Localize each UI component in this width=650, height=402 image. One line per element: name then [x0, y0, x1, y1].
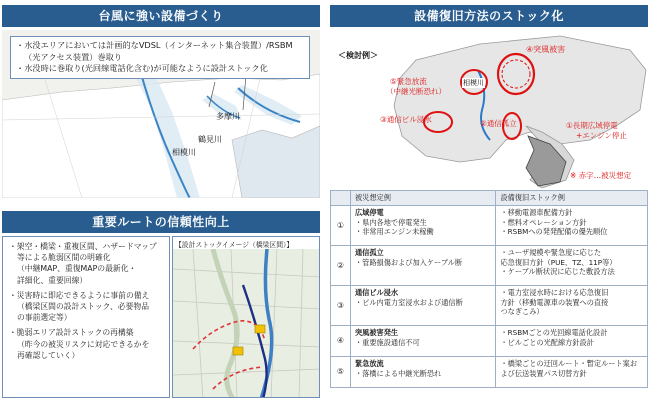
section-title-route: 重要ルートの信頼性向上: [2, 211, 320, 233]
stock-line: ・ケーブル断状況に応じた敷設方法: [500, 267, 615, 277]
case-line: ・ビル内電力室浸水および通信断: [354, 297, 463, 307]
stock-line: ・移動電源車配備方針: [500, 208, 573, 217]
stock-line: ・RSBMへの発発配備の優先順位: [500, 227, 608, 237]
case-title: 通信孤立: [354, 248, 384, 257]
typhoon-map: [2, 30, 320, 198]
case-cell: [350, 286, 495, 326]
table-header: 被災想定例: [350, 191, 495, 206]
river-label-tama: 多摩川: [216, 112, 240, 121]
case-title: 通信ビル浸水: [354, 288, 399, 297]
row-number: ③: [331, 286, 351, 326]
case-line: ・非常用エンジン未稼働: [354, 227, 434, 237]
stock-line: 方針（移動電源車の装置への直接: [500, 297, 609, 307]
table-row: [331, 206, 648, 246]
route-bullet: 等による脆弱区間の明確化: [17, 253, 111, 263]
route-bullet: （昨今の被災リスクに対応できるかを: [17, 339, 150, 349]
route-bullet: 再確認していく）: [17, 350, 80, 360]
stock-table: [330, 190, 648, 388]
route-bullet: 詳細化、重要回線）: [17, 275, 88, 285]
bridge-design-map: [173, 249, 320, 398]
stock-cell: [496, 326, 648, 357]
stock-line: ・電力室浸水時における応急復旧: [500, 288, 609, 297]
route-bullets: [2, 236, 170, 398]
river-label-sagami: 相模川: [172, 148, 196, 157]
route-bullet: ・架空・橋梁・重複区間、ハザードマップ: [9, 242, 157, 251]
map-label-gust: ④突風被害: [526, 45, 566, 54]
stock-cell: [496, 206, 648, 246]
stock-cell: [496, 286, 648, 326]
table-row: [331, 357, 648, 388]
route-bullet: ・脆弱エリア設計ストックの再構築: [9, 328, 134, 338]
stock-line: ・RSBMごとの光回線電話化設計: [500, 328, 608, 337]
section-title-stock: 設備復旧方法のストック化: [330, 5, 648, 27]
route-bullet: の事前選定等）: [17, 313, 72, 323]
case-title: 広域停電: [354, 208, 384, 217]
table-row: [331, 246, 648, 286]
case-cell: [350, 326, 495, 357]
table-row: [331, 326, 648, 357]
case-line: ・管路損傷および加入ケーブル断: [354, 257, 463, 267]
section-title-typhoon: 台風に強い設備づくり: [2, 5, 320, 27]
table-row: [331, 286, 648, 326]
stock-line: つなぎこみ）: [500, 307, 544, 317]
river-label-tsurumi: 鶴見川: [198, 135, 222, 144]
typhoon-bullet: ・水没時に巻取り(光回線電話化含む)が可能なように設計ストック化: [16, 63, 268, 73]
case-line: ・県内各地で停電発生: [354, 217, 427, 227]
row-number: ④: [331, 326, 351, 357]
case-cell: [350, 206, 495, 246]
typhoon-bullet: （光アクセス装置）巻取り: [24, 51, 123, 62]
case-line: ・落橋による中継光断恐れ: [354, 368, 442, 378]
row-number: ①: [331, 206, 351, 246]
case-line: ・重要施設通信不可: [354, 337, 420, 347]
stock-line: ・ビルごとの光配線方針設計: [500, 337, 594, 347]
route-bullet: （中継MAP、重復MAPの最新化・: [17, 264, 137, 274]
stock-line: ・ユーザ規模や緊急度に応じた: [500, 248, 602, 257]
map-note: ※ 赤字…被災想定: [570, 171, 632, 180]
case-title: 突風被害発生: [354, 328, 399, 337]
map-label-release-note: （中継光断恐れ）: [386, 87, 446, 96]
typhoon-bullet: ・水没エリアにおいては計画的なVDSL（インターネット集合装置）/RSBM: [16, 40, 293, 50]
stock-cell: [496, 246, 648, 286]
route-bullet: （橋梁区間の設計ストック、必要物品: [17, 302, 149, 312]
stock-line: ・燃料オペレーション方針: [500, 217, 587, 227]
case-cell: [350, 246, 495, 286]
stock-line: ・橋梁ごとの迂回ルート・暫定ルート案お: [500, 359, 638, 368]
example-map: [330, 30, 648, 188]
typhoon-bullets: [10, 36, 310, 79]
stock-line: よび伝送装置パス切替方針: [500, 368, 587, 378]
example-label: ＜検討例＞: [338, 51, 378, 60]
route-bullet: ・災害時に即応できるように事前の備え: [9, 290, 150, 300]
row-number: ②: [331, 246, 351, 286]
stock-cell: [496, 357, 648, 388]
row-number: ⑤: [331, 357, 351, 388]
stock-line: 応急復旧方針（PUE、TZ、11P等）: [500, 257, 617, 267]
map-label-outage: ①長期広域停電: [566, 121, 618, 130]
map-label-building-flood: ③通信ビル浸水: [380, 115, 432, 124]
case-title: 緊急放流: [354, 359, 384, 368]
table-header-row: [331, 191, 648, 206]
case-cell: [350, 357, 495, 388]
design-image-caption: 【設計ストックイメージ（橋梁区間）】: [175, 241, 294, 249]
map-label-engine: +エンジン停止: [576, 131, 627, 140]
table-header: 設備復旧ストック例: [496, 191, 648, 206]
design-image-panel: [172, 236, 320, 398]
map-label-isolation: ②通信孤立: [480, 119, 517, 128]
map-label-release: ⑤緊急放流: [390, 77, 427, 86]
table-header: [331, 191, 351, 206]
map-label-sagami: 相模川: [463, 79, 484, 87]
